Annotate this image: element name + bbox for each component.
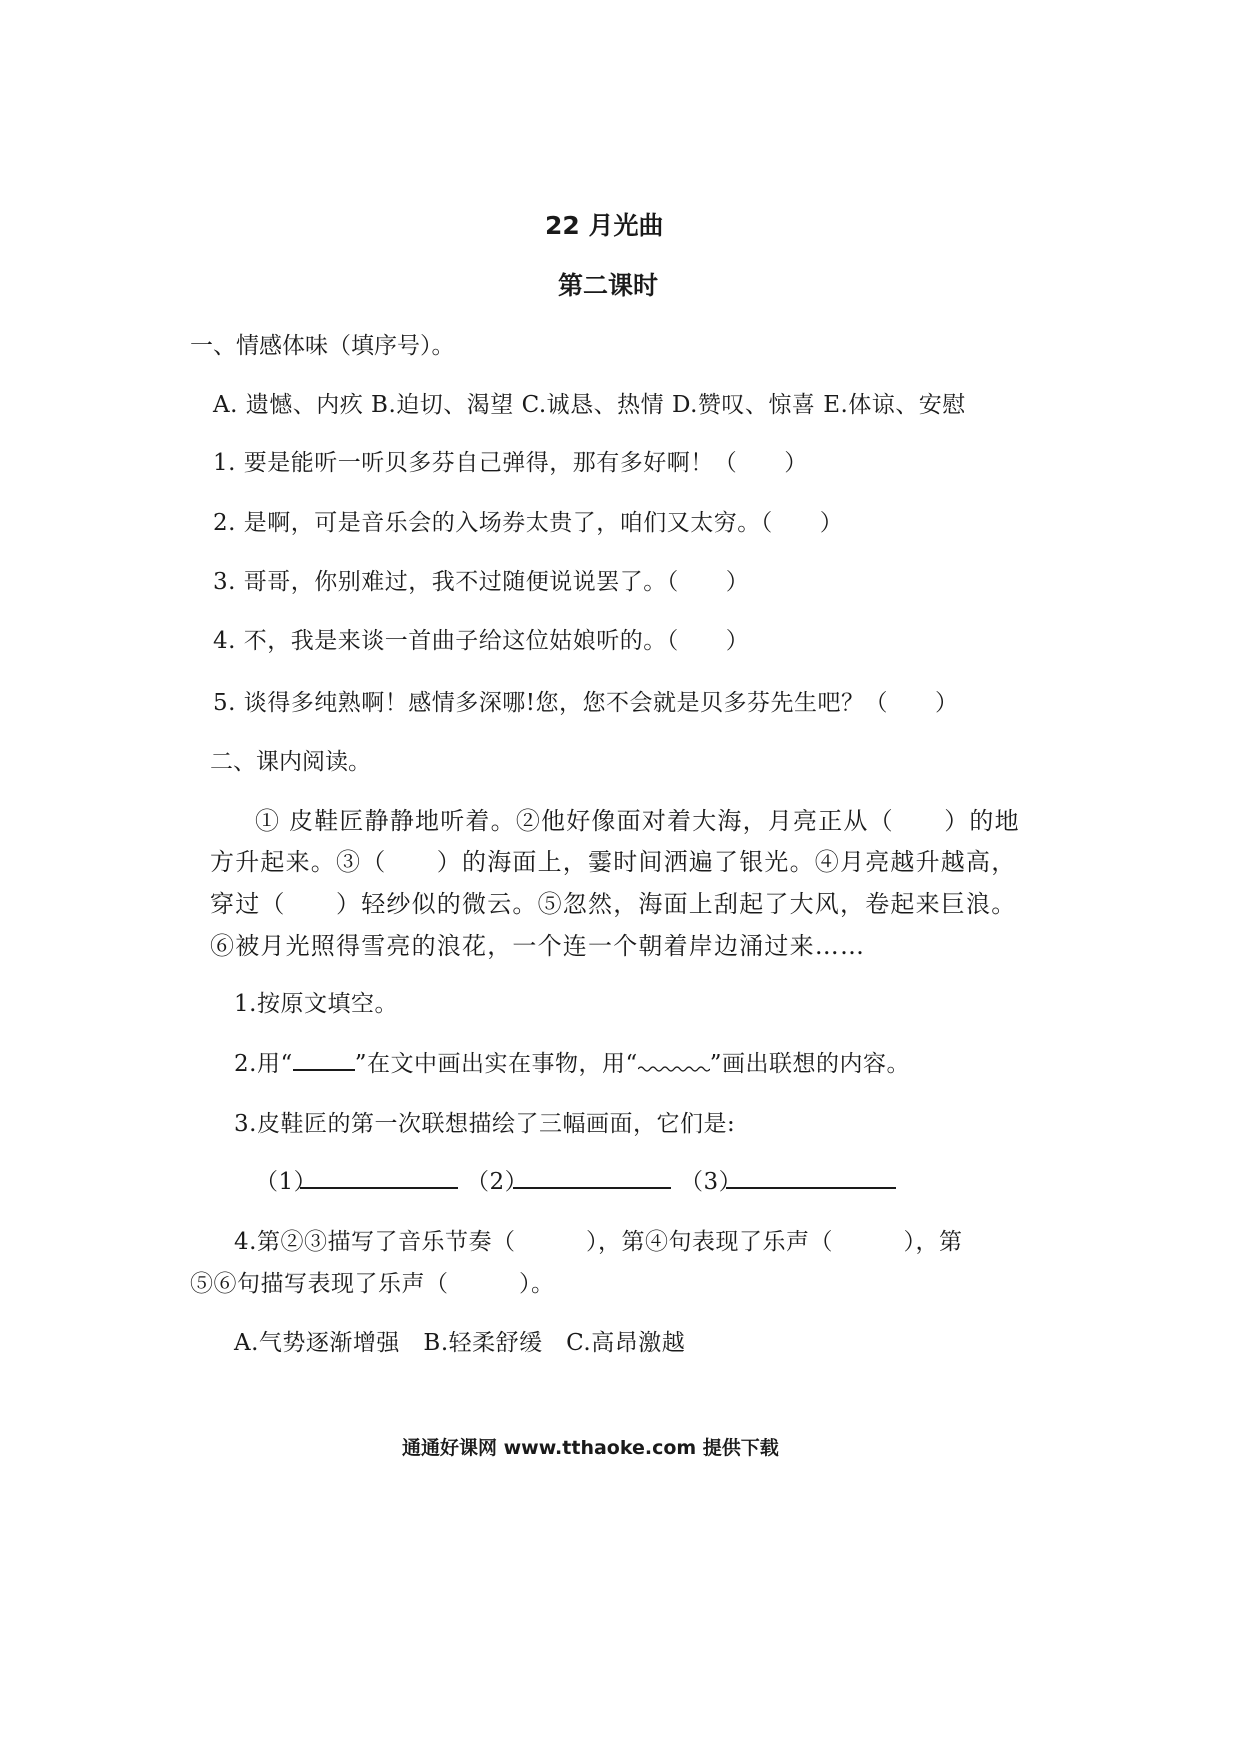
question-item-2: 2. 是啊，可是音乐会的入场券太贵了，咱们又太穷。（ ） xyxy=(213,510,844,536)
answer-label-3: （3） xyxy=(680,1169,743,1195)
passage-line-3: 穿过（ ）轻纱似的微云。⑤忽然，海面上刮起了大风，卷起来巨浪。 xyxy=(210,890,1017,918)
question-2-3: 3.皮鞋匠的第一次联想描绘了三幅画面，它们是: xyxy=(234,1111,736,1137)
question-2-2 xyxy=(234,1045,910,1078)
passage-line-1: ① 皮鞋匠静静地听着。②他好像面对着大海，月亮正从（ ）的地 xyxy=(255,807,1020,835)
lesson-subtitle: 第二课时 xyxy=(558,271,659,300)
answer-label-1: （1） xyxy=(255,1169,318,1195)
section2-heading: 二、课内阅读。 xyxy=(210,749,371,775)
answer-blank-3[interactable] xyxy=(726,1187,896,1189)
straight-underline-sample xyxy=(293,1051,355,1071)
answer-label-2: （2） xyxy=(466,1169,529,1195)
passage-line-4: ⑥被月光照得雪亮的浪花，一个连一个朝着岸边涌过来…… xyxy=(210,932,866,960)
answer-blank-2[interactable] xyxy=(513,1187,671,1189)
question-item-5: 5. 谈得多纯熟啊！感情多深哪!您，您不会就是贝多芬先生吧？（ ） xyxy=(213,690,959,716)
question-item-4: 4. 不，我是来谈一首曲子给这位姑娘听的。（ ） xyxy=(213,628,750,654)
section1-heading: 一、情感体味（填序号）。 xyxy=(190,333,455,359)
question-2-4-line1: 4.第②③描写了音乐节奏（ ），第④句表现了乐声（ ），第 xyxy=(234,1229,963,1255)
answer-blank-1[interactable] xyxy=(300,1187,458,1189)
q2-text-a: 2.用“ xyxy=(234,1051,293,1077)
q2-text-c: ”画出联想的内容。 xyxy=(709,1051,910,1077)
question-item-1: 1. 要是能听一听贝多芬自己弹得，那有多好啊！（ ） xyxy=(213,450,808,476)
question-2-1: 1.按原文填空。 xyxy=(234,991,398,1017)
passage-line-2: 方升起来。③（ ）的海面上，霎时间洒遍了银光。④月亮越升越高， xyxy=(210,848,1017,876)
wavy-underline-sample xyxy=(638,1053,710,1071)
question-item-3: 3. 哥哥，你别难过，我不过随便说说罢了。（ ） xyxy=(213,569,750,595)
page-footer: 通通好课网 www.tthaoke.com 提供下载 xyxy=(402,1437,779,1459)
question-2-4-line2: ⑤⑥句描写表现了乐声（ ）。 xyxy=(190,1271,555,1297)
emotion-options: A. 遗憾、内疚 B.迫切、渴望 C.诚恳、热情 D.赞叹、惊喜 E.体谅、安慰 xyxy=(213,392,966,418)
q2-text-b: ”在文中画出实在事物，用“ xyxy=(354,1051,638,1077)
page-title: 22 月光曲 xyxy=(545,211,664,240)
question-2-4-options: A.气势逐渐增强 B.轻柔舒缓 C.高昂激越 xyxy=(234,1330,686,1356)
